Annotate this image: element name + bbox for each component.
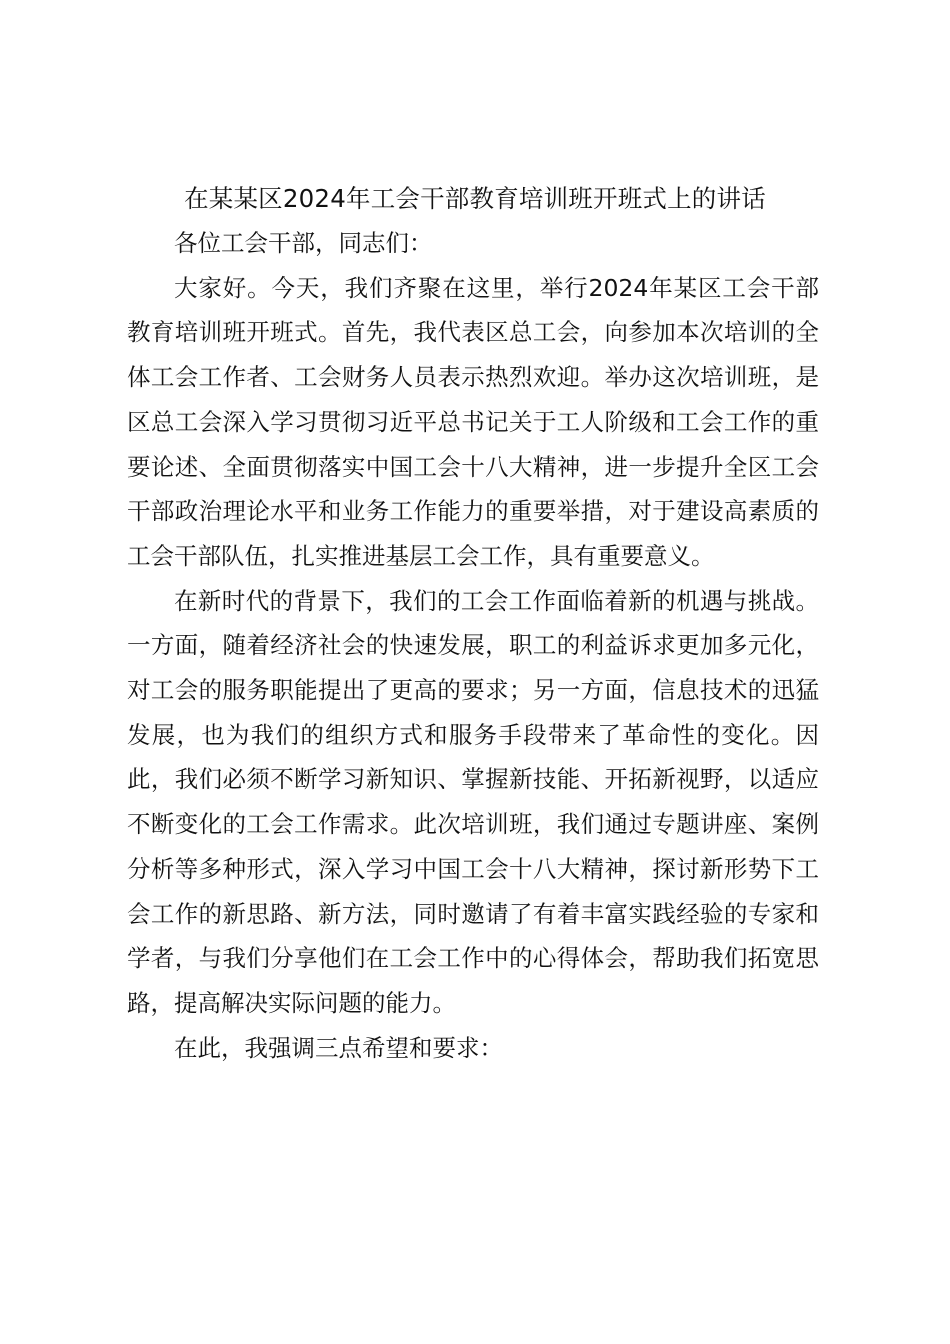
speech-body xyxy=(127,221,819,1070)
paragraph-context: 在新时代的背景下，我们的工会工作面临着新的机遇与挑战。一方面，随着经济社会的快速发展，职工的利益诉求更加多元化，对工会的服务职能提出了更高的要求；另一方面，信息技术的迅猛发展，也为我们的组织方式和服务手段带来了革命性的变化。因此，我们必须不断学习新知识、掌握新技能、开拓新视野，以适应不断变化的工会工作需求。此次培训班，我们通过专题讲座、案例分析等多种形式，深入学习中国工会十八大精神，探讨新形势下工会工作的新思路、新方法，同时邀请了有着丰富实践经验的专家和学者，与我们分享他们在工会工作中的心得体会，帮助我们拓宽思路，提高解决实际问题的能力。 xyxy=(127,586,819,1017)
paragraph-opening: 大家好。今天，我们齐聚在这里，举行2024年某区工会干部教育培训班开班式。首先，我代表区总工会，向参加本次培训的全体工会工作者、工会财务人员表示热烈欢迎。举办这次培训班，是区总工会深入学习贯彻习近平总书记关于工人阶级和工会工作的重要论述、全面贯彻落实中国工会十八大精神，进一步提升全区工会干部政治理论水平和业务工作能力的重要举措，对于建设高素质的工会干部队伍，扎实推进基层工会工作，具有重要意义。 xyxy=(127,273,819,570)
paragraph-requirements-intro: 在此，我强调三点希望和要求： xyxy=(174,1033,503,1062)
speech-title: 在某某区2024年工会干部教育培训班开班式上的讲话 xyxy=(184,184,766,213)
salutation: 各位工会干部，同志们： xyxy=(174,229,433,257)
